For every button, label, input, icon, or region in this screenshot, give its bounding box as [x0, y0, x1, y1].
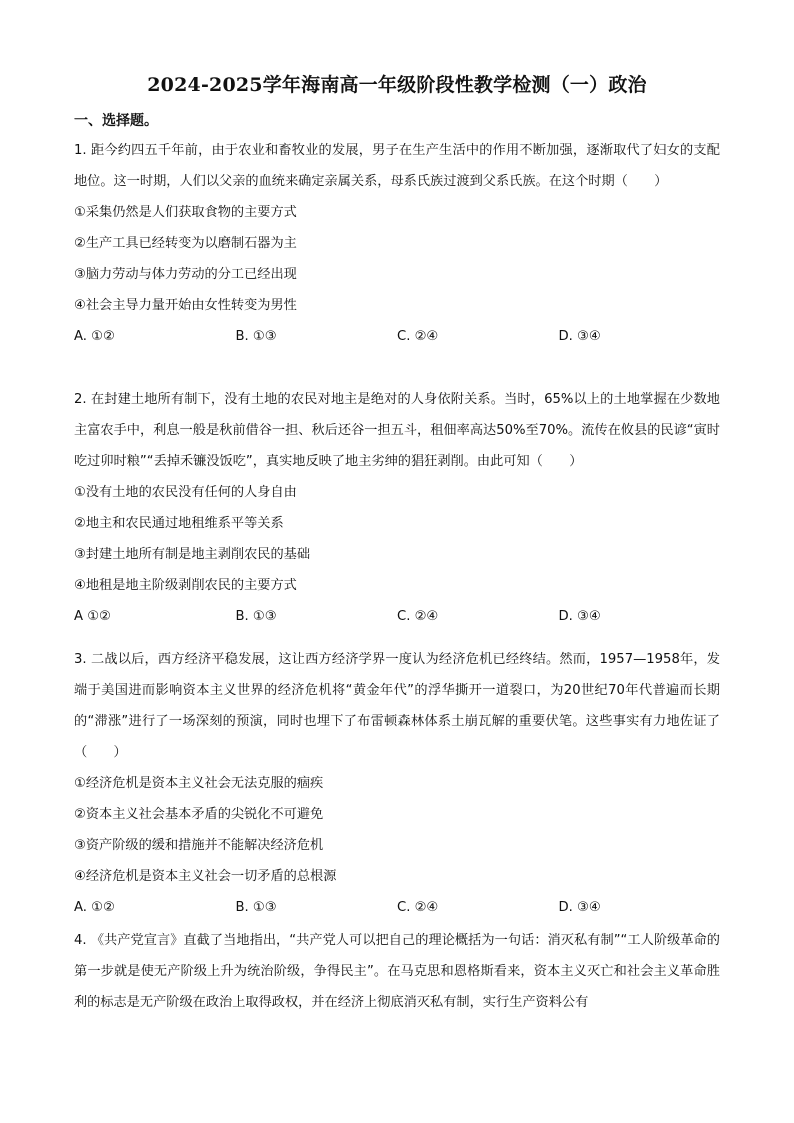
question-1-option-2: ②生产工具已经转变为以磨制石器为主	[74, 236, 297, 251]
question-2-option-1: ①没有土地的农民没有任何的人身自由	[74, 485, 297, 500]
document-title: 2024-2025学年海南高一年级阶段性教学检测（一）政治	[147, 74, 647, 96]
question-3-choice-a: A. ①②	[74, 900, 115, 915]
question-1	[74, 135, 720, 352]
question-2-option-4: ④地租是地主阶级剥削农民的主要方式	[74, 578, 297, 593]
question-3-choice-b: B. ①③	[235, 900, 277, 915]
question-2-option-2: ②地主和农民通过地租维系平等关系	[74, 516, 284, 531]
question-4	[74, 925, 720, 1018]
question-1-choices	[74, 321, 720, 352]
question-2-choice-d: D. ③④	[558, 609, 601, 624]
question-1-choice-a: A. ①②	[74, 329, 115, 344]
question-3-choices	[74, 892, 720, 923]
question-1-option-4: ④社会主导力量开始由女性转变为男性	[74, 298, 297, 313]
question-2-choices	[74, 601, 720, 632]
question-1-option-1: ①采集仍然是人们获取食物的主要方式	[74, 205, 297, 220]
question-3-option-1: ①经济危机是资本主义社会无法克服的痼疾	[74, 776, 324, 791]
question-2-choice-b: B. ①③	[235, 609, 277, 624]
question-3-stem: 3. 二战以后，西方经济平稳发展，这让西方经济学界一度认为经济危机已经终结。然而，1957—1958年，发端于美国进而影响资本主义世界的经济危机将“黄金年代”的浮华撕开一道裂口，为20世纪70年代普遍而长期的“滞涨”进行了一场深刻的预演，同时也埋下了布雷顿森林体系土崩瓦解的重要伏笔。这些事实有力地佐证了（ ）	[74, 652, 720, 760]
question-3	[74, 644, 720, 923]
question-3-option-3: ③资产阶级的缓和措施并不能解决经济危机	[74, 838, 324, 853]
question-1-choice-c: C. ②④	[397, 329, 439, 344]
section-heading: 一、选择题。	[74, 113, 158, 129]
question-1-stem: 1. 距今约四五千年前，由于农业和畜牧业的发展，男子在生产生活中的作用不断加强，逐渐取代了妇女的支配地位。这一时期，人们以父亲的血统来确定亲属关系，母系氏族过渡到父系氏族。在这个时期（ ）	[74, 143, 720, 189]
question-2-choice-c: C. ②④	[397, 609, 439, 624]
question-4-stem: 4. 《共产党宣言》直截了当地指出，“共产党人可以把自己的理论概括为一句话：消灭私有制”“工人阶级革命的第一步就是使无产阶级上升为统治阶级，争得民主”。在马克思和恩格斯看来，资本主义灭亡和社会主义革命胜利的标志是无产阶级在政治上取得政权，并在经济上彻底消灭私有制，实行生产资料公有	[74, 933, 720, 1010]
question-3-choice-c: C. ②④	[397, 900, 439, 915]
question-2-choice-a: A ①②	[74, 609, 111, 624]
question-3-choice-d: D. ③④	[558, 900, 601, 915]
question-2-stem: 2. 在封建土地所有制下，没有土地的农民对地主是绝对的人身依附关系。当时，65%以上的土地掌握在少数地主富农手中，利息一般是秋前借谷一担、秋后还谷一担五斗，租佃率高达50%至70%。流传在攸县的民谚“寅时吃过卯时粮”“丢掉禾镰没饭吃”，真实地反映了地主劣绅的猖狂剥削。由此可知（ ）	[74, 392, 720, 469]
question-1-choice-b: B. ①③	[235, 329, 277, 344]
question-1-option-3: ③脑力劳动与体力劳动的分工已经出现	[74, 267, 297, 282]
question-2-option-3: ③封建土地所有制是地主剥削农民的基础	[74, 547, 311, 562]
question-1-choice-d: D. ③④	[558, 329, 601, 344]
question-3-option-2: ②资本主义社会基本矛盾的尖锐化不可避免	[74, 807, 324, 822]
question-3-option-4: ④经济危机是资本主义社会一切矛盾的总根源	[74, 869, 337, 884]
question-2	[74, 384, 720, 632]
